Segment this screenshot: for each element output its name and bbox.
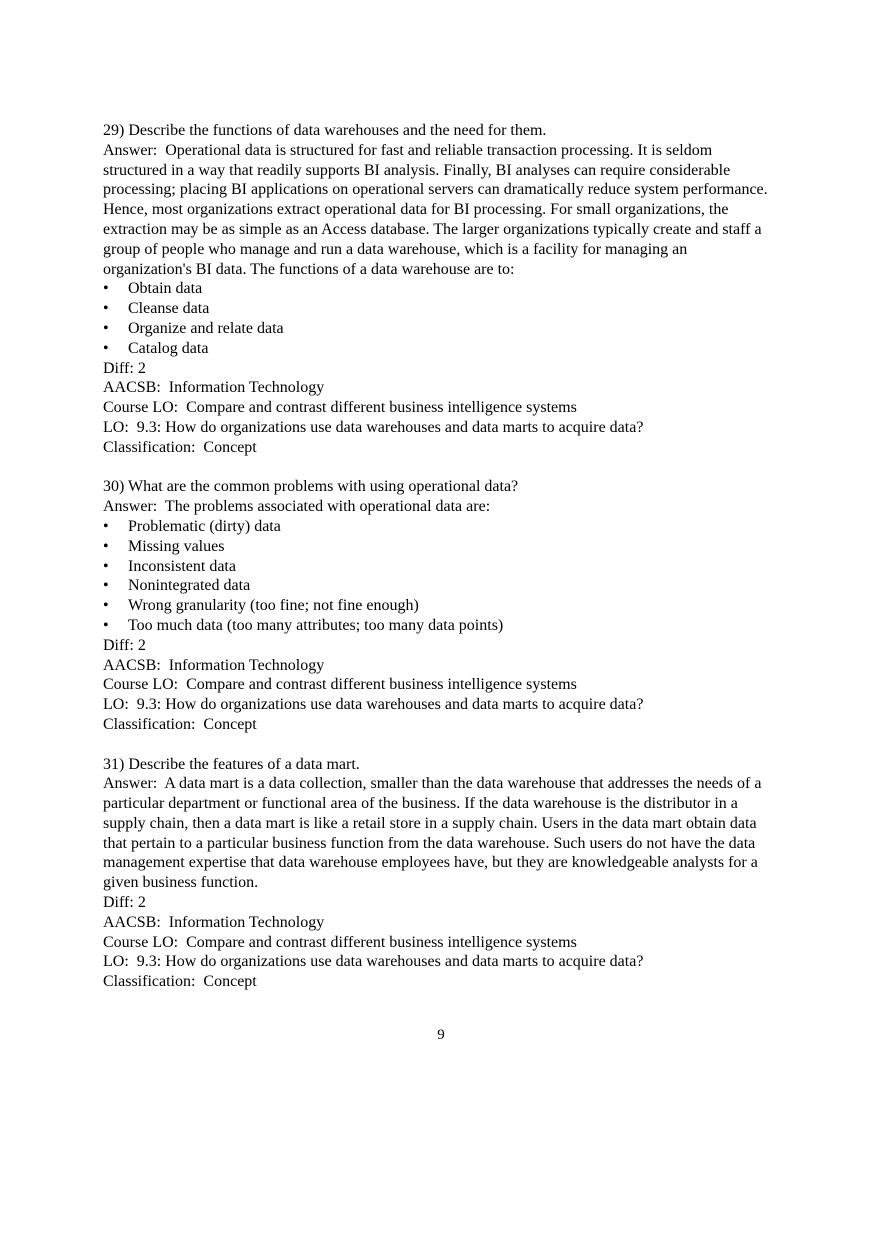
bullet-text: Catalog data (128, 339, 209, 357)
bullet-icon: • (103, 537, 109, 555)
bullet-item (103, 319, 779, 339)
meta-line: Classification: Concept (103, 438, 257, 456)
meta-line: Course LO: Compare and contrast different business intelligence systems (103, 933, 577, 951)
question-block (103, 477, 779, 734)
bullet-text: Too much data (too many attributes; too many data points) (128, 616, 504, 634)
meta-line: Diff: 2 (103, 359, 146, 377)
bullet-text: Missing values (128, 537, 225, 555)
meta-line: AACSB: Information Technology (103, 913, 325, 931)
bullet-icon: • (103, 517, 109, 535)
bullet-icon: • (103, 577, 109, 595)
bullet-icon: • (103, 597, 109, 615)
meta-line: AACSB: Information Technology (103, 379, 325, 397)
bullet-text: Nonintegrated data (128, 577, 251, 595)
bullet-text: Wrong granularity (too fine; not fine enough) (128, 597, 419, 615)
bullet-icon: • (103, 557, 109, 575)
bullet-item (103, 576, 779, 596)
bullet-item (103, 557, 779, 577)
bullet-list (103, 517, 779, 636)
bullet-item (103, 596, 779, 616)
bullet-text: Organize and relate data (128, 319, 284, 337)
question-block (103, 755, 779, 993)
meta-line: Classification: Concept (103, 715, 257, 733)
bullet-icon: • (103, 616, 109, 634)
bullet-icon: • (103, 280, 109, 298)
questions (103, 121, 779, 1046)
question-block (103, 121, 779, 458)
page-number: 9 (437, 1027, 445, 1044)
bullet-item (103, 339, 779, 359)
meta-line: Course LO: Compare and contrast different business intelligence systems (103, 676, 577, 694)
question-text: 30) What are the common problems with using operational data? (103, 478, 519, 496)
answer-text: Answer: The problems associated with operational data are: (103, 498, 491, 516)
bullet-text: Cleanse data (128, 300, 210, 318)
bullet-text: Problematic (dirty) data (128, 517, 281, 535)
meta-lines (103, 636, 779, 735)
bullet-icon: • (103, 319, 109, 337)
bullet-icon: • (103, 300, 109, 318)
meta-line: Classification: Concept (103, 973, 257, 991)
meta-line: Diff: 2 (103, 636, 146, 654)
meta-lines (103, 893, 779, 992)
bullet-item (103, 537, 779, 557)
bullet-text: Inconsistent data (128, 557, 236, 575)
question-text: 31) Describe the features of a data mart. (103, 755, 360, 773)
bullet-item (103, 299, 779, 319)
bullet-item (103, 517, 779, 537)
meta-line: LO: 9.3: How do organizations use data warehouses and data marts to acquire data? (103, 953, 644, 971)
bullet-list (103, 279, 779, 358)
meta-line: LO: 9.3: How do organizations use data warehouses and data marts to acquire data? (103, 418, 644, 436)
answer-text: Answer: A data mart is a data collection, smaller than the data warehouse that addresses the needs of a particular department or functional area of the business. If the data warehouse is the distributor in a supply chain, then a data mart is like a retail store in a supply chain. Users in the data mart obtain data that pertain to a particular business function from the data warehouse. Such users do not have the data management expertise that data warehouse employees have, but they are knowledgeable analysts for a given business function. (103, 775, 766, 892)
bullet-item (103, 279, 779, 299)
bullet-item (103, 616, 779, 636)
answer-text: Answer: Operational data is structured for fast and reliable transaction processing. It is seldom structured in a way that readily supports BI analysis. Finally, BI analyses can require considerable processing; placing BI applications on operational servers can dramatically reduce system performance. Hence, most organizations extract operational data for BI processing. For small organizations, the extraction may be as simple as an Access database. The larger organizations typically create and staff a group of people who manage and run a data warehouse, which is a facility for managing an organization's BI data. The functions of a data warehouse are to: (103, 141, 772, 278)
meta-line: Course LO: Compare and contrast different business intelligence systems (103, 399, 577, 417)
question-text: 29) Describe the functions of data warehouses and the need for them. (103, 122, 547, 139)
meta-line: Diff: 2 (103, 894, 146, 912)
meta-line: AACSB: Information Technology (103, 656, 325, 674)
bullet-icon: • (103, 339, 109, 357)
bullet-text: Obtain data (128, 280, 203, 298)
meta-line: LO: 9.3: How do organizations use data warehouses and data marts to acquire data? (103, 696, 644, 714)
meta-lines (103, 359, 779, 458)
